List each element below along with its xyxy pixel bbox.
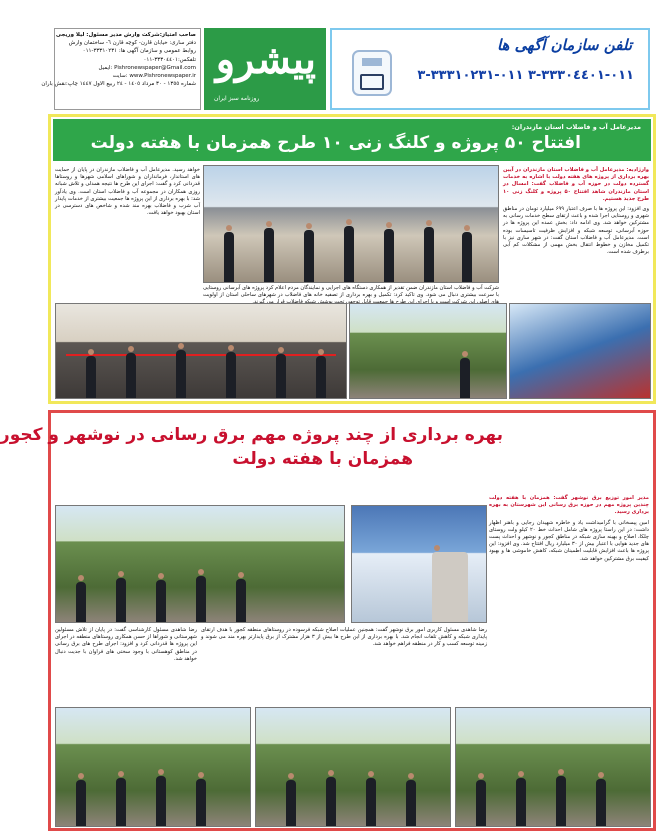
masthead	[41, 16, 656, 108]
newspaper-page	[0, 6, 656, 831]
article2-col-mid	[201, 627, 487, 649]
photo-power-line-2	[255, 707, 451, 827]
article2-title-line1: بهره برداری از چند پروژه مهم برق رسانی در نوشهر و کجور	[0, 425, 503, 445]
article1-body-right: وی افزود: این پروژه ها با صرف اعتبار ۶۹۹ میلیارد تومان در مناطق شهری و روستایی اجرا شده و باعث ارتقای سطح خدمات رسانی به مشترکین خواهد شد. وی ادامه داد: بخش عمده این پروژه ها در حوزه آبرسانی، توسعه شبکه و افزایش ظرفیت تاسیسات بوده است. مدیرعامل آب و فاضلاب استان گفت: در شهر ساری نیز با تکمیل مخازن و خطوط انتقال بخش مهمی از مشکلات کم آبی برطرف شده است.	[503, 206, 649, 256]
publisher-info	[41, 28, 201, 110]
photo-power-line-3	[455, 707, 651, 827]
fax-icon	[352, 50, 392, 96]
article2-col-left	[55, 627, 197, 663]
article2-body-right: امین پیسخانی با گرامیداشت یاد و خاطره شهیدان رجایی و باهنر اظهار داشت: در این راستا پروژه های شامل احداث خط ۲۰ کیلو ولت روستای چلکا، اصلاح و بهینه سازی شبکه در مناطق کجور و نوشهر و احداث پست های جدید هوایی با اعتبار بیش از ۳۰ میلیارد ریال افتتاح شد. وی افزود: این پروژه ها باعث افزایش قابلیت اطمینان شبکه، کاهش خاموشی ها و بهبود کیفیت برق مشترکین خواهد شد.	[489, 519, 649, 562]
info-line: شماره ١٣٥٥ - ٣٠ مرداد ١٤٠٥ - ٢٤ ربیع الاول ١٤٤٧ چاپ:نقش باران	[41, 81, 196, 88]
article1-lead: وارژادیه: مدیرعامل آب و فاضلاب استان مازندران در آیین بهره برداری از پروژه های هفته دولت با اشاره به خدمات گسترده دولت در حوزه آب و فاضلاب گفت: امسال در استان مازندران شاهد افتتاح ۵۰ پروژه و کلنگ زنی ۱۰ طرح جدید هستیم.	[503, 167, 649, 202]
info-line: Pishronewspaper@Gmail.com :ایمیل	[98, 64, 196, 71]
info-line: روابط عمومی و سازمان آگهی ها: ٣٣٣١٠٢٣١-٠١١	[82, 48, 196, 55]
photo-ribbon-cutting	[55, 303, 347, 399]
article2-lead: مدیر امور توزیع برق نوشهر گفت: همزمان با هفته دولت چندین پروژه مهم در حوزه برق رسانی این شهرستان به بهره برداری رسید.	[489, 495, 649, 516]
article-water-projects	[48, 114, 656, 404]
logo-subtitle: روزنامه سبز ایران	[214, 95, 260, 102]
ad-phone-box	[330, 28, 650, 110]
article1-body-mid: شرکت آب و فاضلاب استان مازندران ضمن تقدیر از همکاری دستگاه های اجرایی و نمایندگان مردم اعلام کرد پروژه های آبرسانی روستایی با سرعت بیشتری دنبال می شود. وی تاکید کرد: تکمیل و بهره برداری از تصفیه خانه های فاضلاب در شهرهای ساحلی استان از اولویت	[203, 285, 499, 299]
ad-title: تلفن سازمان آگهی ها	[496, 36, 632, 54]
photo-power-line-1	[55, 707, 251, 827]
info-line: www.Pishronewspaper.ir :سایت	[112, 73, 196, 80]
article1-col-right	[503, 167, 649, 256]
article1-title: افتتاح ۵۰ پروژه و کلنگ زنی ۱۰ طرح همزمان با هفته دولت	[90, 133, 581, 153]
photo-speaker-podium	[349, 303, 507, 399]
article1-body-left: خواهد رسید. مدیرعامل آب و فاضلاب مازندران در پایان از حمایت های استاندار، فرمانداران و شوراهای اسلامی شهرها و روستاها قدردانی کرد و گفت: اجرای این طرح ها نتیجه همدلی و تلاش شبانه روزی همکاران در مجموعه آب و فاضلاب استان است. وی یادآور شد: با بهره برداری از این پروژه ها جمعیت بیشتری از خدمات پایدار آب شرب و فاضلاب بهره مند شده و شاخص های دسترسی در استان بهبود خواهد یافت.	[55, 167, 200, 217]
logo-text: پیشرو	[215, 36, 316, 83]
newspaper-logo	[204, 28, 326, 110]
info-line: صاحب امتیاز:شرکت وارش مدیر مسئول: لیلا وریجی	[55, 32, 196, 38]
photo-site-visit	[55, 505, 345, 623]
article2-body-mid: رضا شاهدی مسئول کاربری امور برق نوشهر گفت: همچنین عملیات اصلاح شبکه فرسوده در روستاهای منطقه کجور با هدف ارتقای پایداری شبکه و کاهش تلفات انجام شد. با بهره برداری از این طرح ها بیش از ۳ هزار مشترک از برق پایدارتر بهره مند می شوند و زمینه توسعه کسب و کار در منطقه فراهم خواهد شد.	[201, 627, 488, 648]
ad-phone-numbers: ٠١١-٣٣٣٠٤٤٠١-٣ ٠١١-٣٣٣١٠٢٣١-٣	[417, 68, 634, 83]
article1-headline-bar	[53, 119, 651, 161]
article-power-projects	[0, 410, 656, 831]
info-line: تلفکس:٣٣٣٠٤٤٠١-٠١١	[143, 56, 196, 63]
photo-poster	[509, 303, 651, 399]
article2-col-right	[489, 495, 649, 563]
photo-officials-group	[203, 165, 499, 283]
article2-body-left: رضا شاهدی مسئول کارشناسی گفت: در پایان از تلاش مسئولین شهرستانی و شوراها از حسن همکاری روستاهای منطقه در اجرای این پروژه ها قدردانی کرد و افزود: اجرای طرح های برق رسانی در مناطق کوهستانی با وجود سختی های فراوان با جدیت دنبال خواهد شد.	[55, 627, 197, 662]
article1-kicker: مدیرعامل آب و فاضلاب استان مازندران:	[511, 123, 641, 131]
photo-director-portrait	[351, 505, 487, 623]
article1-col-left	[55, 167, 200, 217]
info-line: دفتر ساری: خیابان قارن- کوچه قارن ٦- ساختمان وارش	[68, 40, 196, 47]
article2-title-line2: همزمان با هفته دولت	[232, 449, 413, 469]
